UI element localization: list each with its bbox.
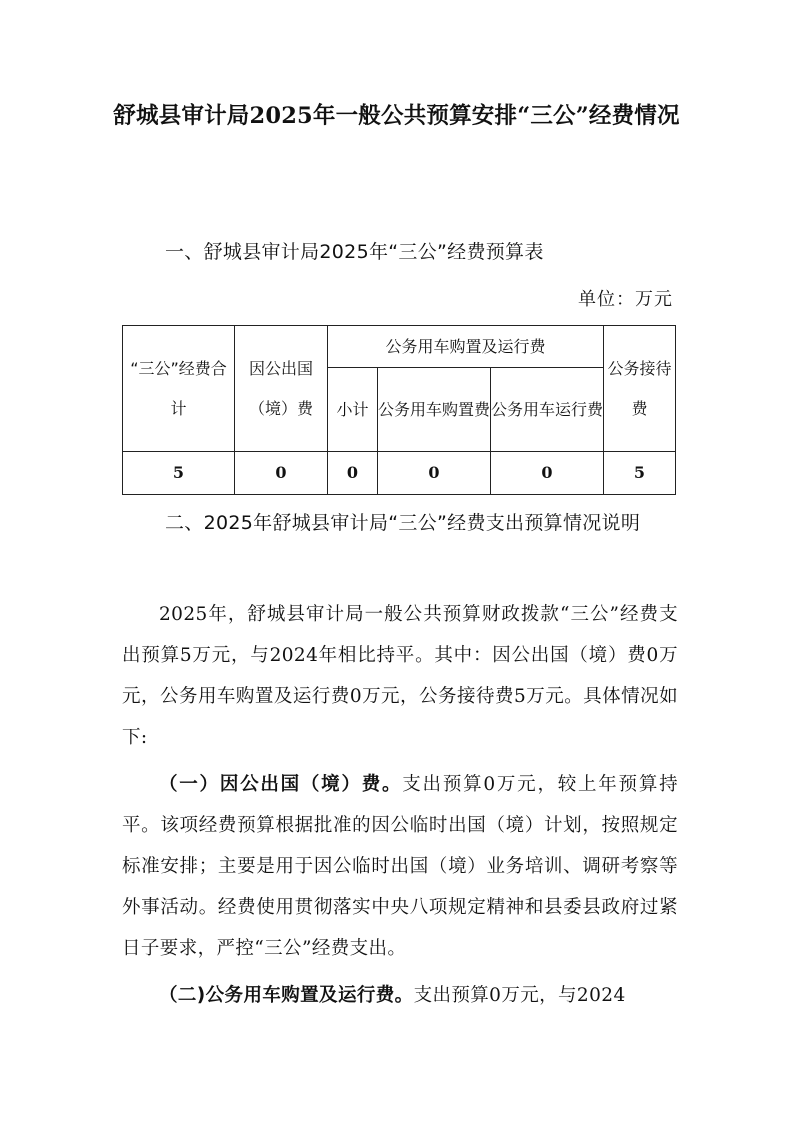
paragraph-overview: 2025年，舒城县审计局一般公共预算财政拨款“三公”经费支出预算5万元，与2024年相比持平。其中：因公出国（境）费0万元，公务用车购置及运行费0万元，公务接待费5万元。具体情况如下: [122,604,678,748]
budget-table [122,325,676,495]
value-total: 5 [123,452,235,495]
paragraph-abroad-text: 支出预算0万元，较上年预算持平。该项经费预算根据批准的因公临时出国（境）计划，按照规定标准安排；主要是用于因公临时出国（境）业务培训、调研考察等外事活动。经费使用贯彻落实中央八项规定精神和县委县政府过紧日子要求，严控“三公”经费支出。 [122,774,678,959]
header-abroad: 因公出国（境）费 [235,326,328,452]
value-subtotal: 0 [328,452,378,495]
value-reception: 5 [604,452,676,495]
value-vehicle-purchase: 0 [378,452,491,495]
header-vehicle-operation: 公务用车运行费 [491,368,604,452]
value-vehicle-operation: 0 [491,452,604,495]
section-2-heading: 二、2025年舒城县审计局“三公”经费支出预算情况说明 [165,512,641,534]
header-total: “三公”经费合计 [123,326,235,452]
unit-label: 单位：万元 [578,289,673,310]
document-title: 舒城县审计局2025年一般公共预算安排“三公”经费情况 [113,103,680,129]
paragraph-abroad [122,764,678,969]
header-vehicle-purchase: 公务用车购置费 [378,368,491,452]
header-subtotal: 小计 [328,368,378,452]
value-abroad: 0 [235,452,328,495]
section-1-heading: 一、舒城县审计局2025年“三公”经费预算表 [165,241,544,263]
header-reception: 公务接待费 [604,326,676,452]
paragraph-vehicle-text: 支出预算0万元，与2024 [413,985,626,1006]
paragraph-vehicle [122,975,678,1016]
paragraph-abroad-lead: （一）因公出国（境）费。 [159,774,403,795]
paragraph-vehicle-lead: （二)公务用车购置及运行费。 [159,985,414,1006]
header-vehicle-group: 公务用车购置及运行费 [328,326,604,368]
